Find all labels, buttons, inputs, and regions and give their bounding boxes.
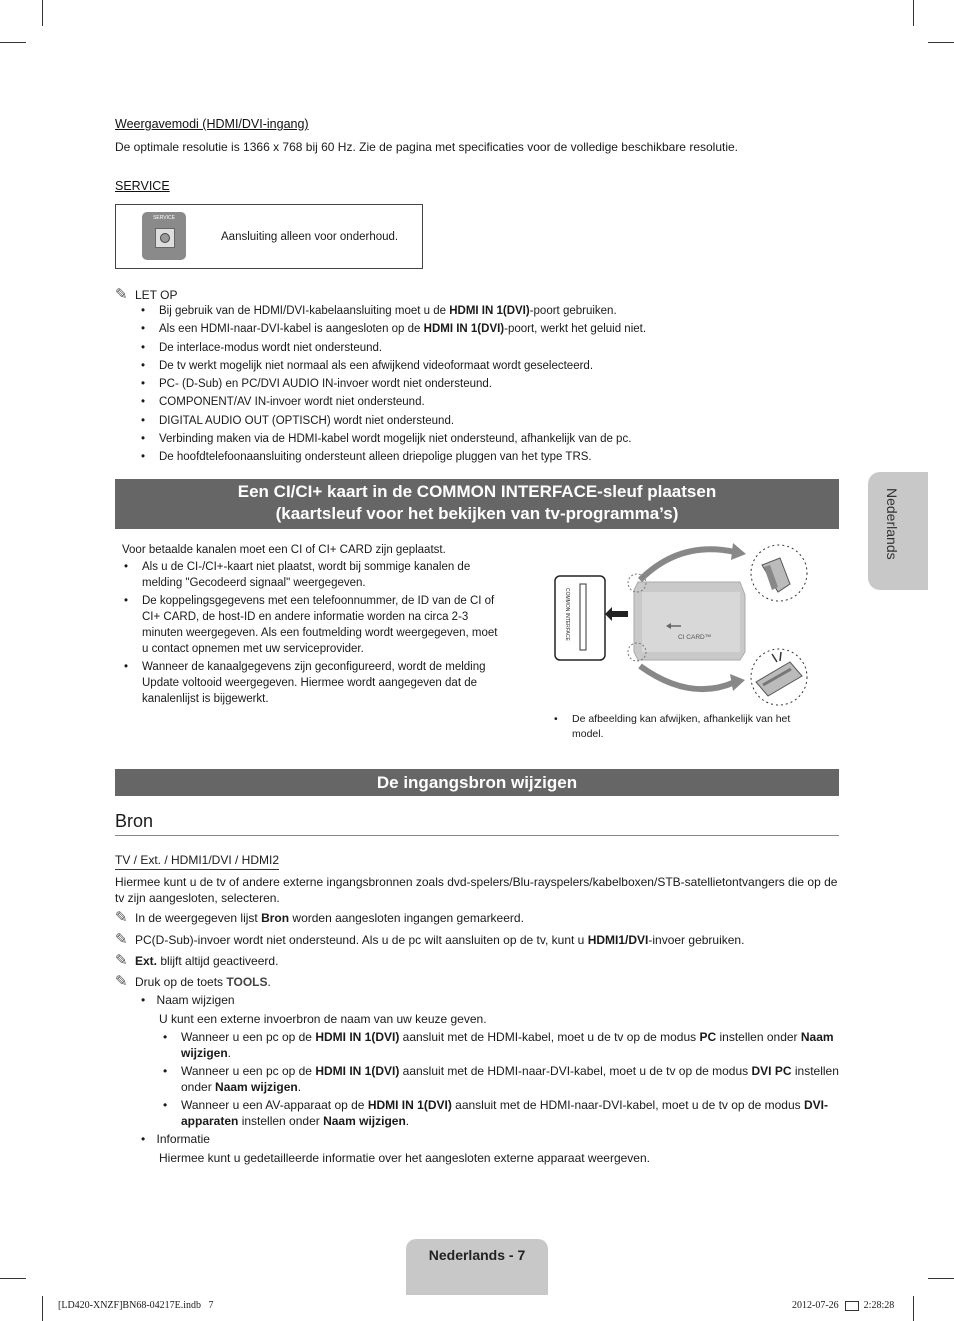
crop-mark: [0, 1278, 26, 1279]
slot-opening: [580, 584, 586, 650]
section-title-service: SERVICE: [115, 179, 170, 193]
source-sub-title: TV / Ext. / HDMI1/DVI / HDMI2: [115, 853, 279, 870]
ci-card-illustration: [550, 540, 815, 710]
list-item: • De interlace-modus wordt niet ondersteund.: [141, 339, 841, 357]
clock-icon: [845, 1301, 859, 1311]
list-item: • Als u de CI-/CI+-kaart niet plaatst, wordt bij sommige kanalen de melding "Gecodeerd signaal" weergegeven.: [124, 559, 504, 591]
naam-wijzigen-text: U kunt een externe invoerbron de naam van uw keuze geven.: [159, 1012, 487, 1026]
let-op-heading: ✎ LET OP: [115, 286, 178, 303]
list-item: • Wanneer u een pc op de HDMI IN 1(DVI) aansluit met de HDMI-naar-DVI-kabel, moet u de tv op de modus DVI PC instellen onder Naam wijzigen.: [163, 1063, 841, 1095]
source-text: Hiermee kunt u de tv of andere externe ingangsbronnen zoals dvd-spelers/Blu-rayspelers/kabelboxen/STB-satellietontvangers die op de tv zijn aangesloten, selecteren.: [115, 875, 838, 905]
crop-mark: [42, 0, 43, 26]
ci-intro: Voor betaalde kanalen moet een CI of CI+ CARD zijn geplaatst.: [122, 544, 446, 556]
service-port-label: SERVICE: [153, 215, 175, 221]
informatie-item: • Informatie: [141, 1132, 210, 1146]
informatie-text: Hiermee kunt u gedetailleerde informatie over het aangesloten externe apparaat weergeven.: [159, 1151, 650, 1165]
list-item: • De koppelingsgegevens met een telefoonnummer, de ID van de CI of CI+ CARD, de host-ID en andere informatie worden na circa 2-3 minuten weergegeven. Als een foutmelding wordt weergegeven, moet u contact opnemen met uw serviceprovider.: [124, 593, 504, 657]
list-item: • DIGITAL AUDIO OUT (OPTISCH) wordt niet ondersteund.: [141, 412, 841, 430]
list-item: • PC- (D-Sub) en PC/DVI AUDIO IN-invoer wordt niet ondersteund.: [141, 375, 841, 393]
note-pencil-icon: ✎: [115, 909, 128, 926]
crop-mark: [42, 1296, 43, 1321]
note-pencil-icon: ✎: [115, 952, 128, 969]
section-title-display-modes: Weergavemodi (HDMI/DVI-ingang): [115, 117, 309, 131]
language-side-tab: [868, 472, 928, 590]
service-box: [115, 204, 423, 269]
ci-heading-line1: Een CI/CI+ kaart in de COMMON INTERFACE-sleuf plaatsen: [237, 482, 717, 501]
list-item: • COMPONENT/AV IN-invoer wordt niet ondersteund.: [141, 393, 841, 411]
display-modes-text: De optimale resolutie is 1366 x 768 bij 60 Hz. Zie de pagina met specificaties voor de volledige beschikbare resolutie.: [115, 140, 739, 154]
source-section-banner: De ingangsbron wijzigen: [115, 769, 839, 796]
ci-section-banner: [115, 479, 839, 529]
ci-heading-line2: (kaartsleuf voor het bekijken van tv-programma’s): [275, 504, 679, 523]
note-pencil-icon: ✎: [115, 286, 128, 303]
source-note-2: ✎ PC(D-Sub)-invoer wordt niet ondersteund. Als u de pc wilt aansluiten op de tv, kunt u HDMI1/DVI-invoer gebruiken.: [115, 931, 745, 948]
bron-heading: Bron: [115, 811, 154, 831]
list-item: • Verbinding maken via de HDMI-kabel wordt mogelijk niet ondersteund, afhankelijk van de pc.: [141, 430, 841, 448]
let-op-list: [141, 302, 841, 467]
source-note-4: ✎ Druk op de toets TOOLS.: [115, 973, 271, 990]
side-tab-label: Nederlands: [884, 488, 900, 560]
page-number-tab: [406, 1239, 548, 1295]
list-item: • Als een HDMI-naar-DVI-kabel is aangesloten op de HDMI IN 1(DVI)-poort, werkt het geluid niet.: [141, 320, 841, 338]
crop-mark: [913, 0, 914, 26]
crop-mark: [0, 42, 26, 43]
list-item: • De afbeelding kan afwijken, afhankelijk van het model.: [554, 712, 814, 742]
page-number: Nederlands - 7: [428, 1247, 526, 1263]
source-note-1: ✎ In de weergegeven lijst Bron worden aangesloten ingangen gemarkeerd.: [115, 909, 524, 926]
ci-list: [124, 559, 504, 707]
service-description: Aansluiting alleen voor onderhoud.: [221, 231, 399, 243]
list-item: • De tv werkt mogelijk niet normaal als een afwijkend videoformaat wordt geselecteerd.: [141, 357, 841, 375]
ci-image-note: [554, 712, 814, 742]
list-item: • Wanneer u een pc op de HDMI IN 1(DVI) aansluit met de HDMI-kabel, moet u de tv op de modus PC instellen onder Naam wijzigen.: [163, 1029, 841, 1061]
print-date: 2012-07-26 2:28:28: [792, 1300, 895, 1311]
crop-mark: [928, 1278, 954, 1279]
naam-wijzigen-item: • Naam wijzigen: [141, 993, 235, 1007]
source-note-3: ✎ Ext. blijft altijd geactiveerd.: [115, 952, 279, 969]
crop-mark: [928, 42, 954, 43]
file-info: [LD420-XNZF]BN68-04217E.indb 7: [58, 1300, 214, 1311]
list-item: • Bij gebruik van de HDMI/DVI-kabelaansluiting moet u de HDMI IN 1(DVI)-poort gebruiken.: [141, 302, 841, 320]
slot-label: COMMON INTERFACE: [564, 588, 570, 641]
bron-heading-rule: [115, 835, 839, 836]
list-item: • De hoofdtelefoonaansluiting ondersteunt alleen driepolige pluggen van het type TRS.: [141, 448, 841, 466]
list-item: • Wanneer u een AV-apparaat op de HDMI IN 1(DVI) aansluit met de HDMI-naar-DVI-kabel, moet u de tv op de modus DVI-apparaten instellen onder Naam wijzigen.: [163, 1097, 841, 1129]
rotate-arrow-bottom: [640, 666, 735, 689]
card-label: CI CARD™: [678, 634, 712, 641]
note-pencil-icon: ✎: [115, 973, 128, 990]
crop-mark: [913, 1296, 914, 1321]
rotate-arrow-top: [640, 549, 735, 580]
insert-arrow: [605, 607, 628, 621]
port-socket: [155, 228, 175, 248]
note-pencil-icon: ✎: [115, 931, 128, 948]
naam-wijzigen-list: [163, 1029, 841, 1129]
service-port-icon: [142, 212, 186, 260]
list-item: • Wanneer de kanaalgegevens zijn geconfigureerd, wordt de melding Update voltooid weergegeven. Hiermee wordt aangegeven dat de kanalenlijst is bijgewerkt.: [124, 659, 504, 707]
